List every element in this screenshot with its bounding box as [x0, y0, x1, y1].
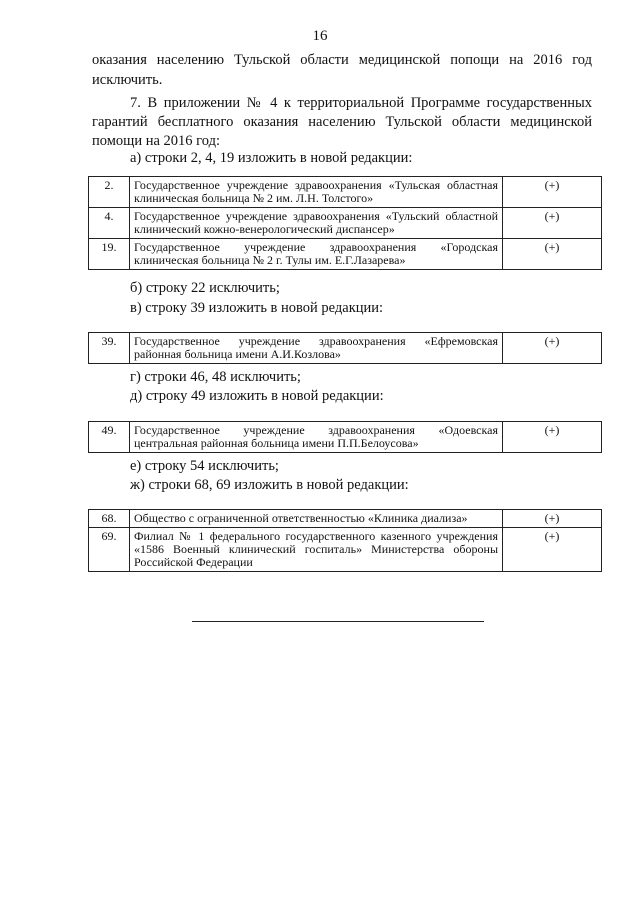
- paragraph-7: 7. В приложении № 4 к территориальной Программе государственных гарантий бесплатного оказания населению Тульской области медицинской помощи на 2016 год:: [92, 95, 592, 149]
- table-row: [89, 177, 602, 208]
- table-v: [88, 332, 602, 364]
- row-number: 2.: [89, 177, 130, 208]
- row-mark: (+): [503, 510, 602, 528]
- row-institution: Государственное учреждение здравоохранения «Тульский областной клинический кожно-венерологический диспансер»: [130, 208, 503, 239]
- instruction-v: в) строку 39 изложить в новой редакции:: [130, 300, 384, 316]
- row-mark: (+): [503, 177, 602, 208]
- row-institution: Государственное учреждение здравоохранения «Одоевская центральная районная больница имени П.П.Белоусова»: [130, 422, 503, 453]
- row-mark: (+): [503, 528, 602, 572]
- row-number: 19.: [89, 239, 130, 270]
- instruction-e: е) строку 54 исключить;: [130, 458, 279, 474]
- closing-rule: [192, 621, 484, 622]
- table-row: [89, 208, 602, 239]
- row-number: 4.: [89, 208, 130, 239]
- table-a: [88, 176, 602, 270]
- table-row: [89, 333, 602, 364]
- instruction-zh: ж) строки 68, 69 изложить в новой редакции:: [130, 477, 409, 493]
- page-number: 16: [312, 28, 328, 44]
- table-row: [89, 528, 602, 572]
- row-mark: (+): [503, 333, 602, 364]
- table-d: [88, 421, 602, 453]
- row-mark: (+): [503, 208, 602, 239]
- row-number: 39.: [89, 333, 130, 364]
- table-zh: [88, 509, 602, 572]
- row-mark: (+): [503, 239, 602, 270]
- instruction-a: а) строки 2, 4, 19 изложить в новой редакции:: [130, 150, 413, 166]
- row-institution: Филиал № 1 федерального государственного казенного учреждения «1586 Военный клинический госпиталь» Министерства обороны Российской Федерации: [130, 528, 503, 572]
- instruction-d: д) строку 49 изложить в новой редакции:: [130, 388, 384, 404]
- row-institution: Государственное учреждение здравоохранения «Ефремовская районная больница имени А.И.Козлова»: [130, 333, 503, 364]
- row-institution: Государственное учреждение здравоохранения «Тульская областная клиническая больница № 2 им. Л.Н. Толстого»: [130, 177, 503, 208]
- intro-text: оказания населению Тульской области медицинской попощи на 2016 год исключить.: [92, 52, 592, 88]
- row-number: 69.: [89, 528, 130, 572]
- table-row: [89, 422, 602, 453]
- table-row: [89, 239, 602, 270]
- row-number: 49.: [89, 422, 130, 453]
- row-mark: (+): [503, 422, 602, 453]
- instruction-b: б) строку 22 исключить;: [130, 280, 280, 296]
- table-row: [89, 510, 602, 528]
- instruction-g: г) строки 46, 48 исключить;: [130, 369, 301, 385]
- row-institution: Общество с ограниченной ответственностью «Клиника диализа»: [130, 510, 503, 528]
- row-institution: Государственное учреждение здравоохранения «Городская клиническая больница № 2 г. Тулы им. Е.Г.Лазарева»: [130, 239, 503, 270]
- row-number: 68.: [89, 510, 130, 528]
